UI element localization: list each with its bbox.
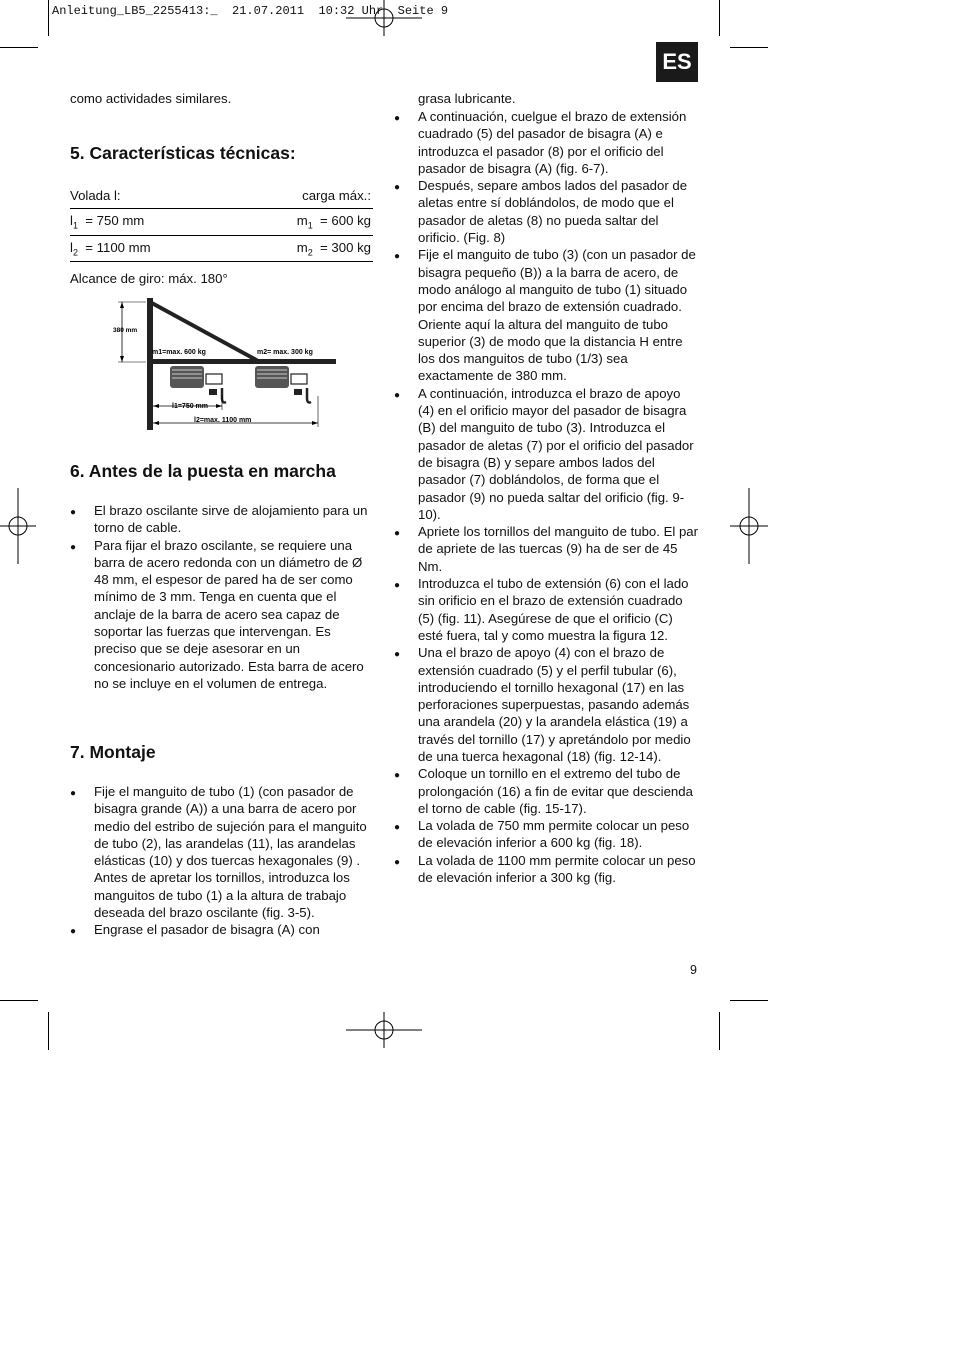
language-badge: ES <box>656 42 698 82</box>
list-item: ● La volada de 1100 mm permite colocar un peso de elevación inferior a 300 kg (fig. <box>418 852 700 887</box>
list-item: ● Introduzca el tubo de extensión (6) con el lado sin orificio en el brazo de extensión cuadrado (5) (fig. 11). Asegúrese de que el orificio (C) esté fuera, tal y como muestra la figura 12. <box>418 575 700 644</box>
spec-row: $l_2 = 1100$ mm $m_2 = 300$ kg <box>70 235 373 262</box>
swing-arm-diagram <box>110 296 342 434</box>
section-6-list <box>70 502 374 692</box>
list-item: ● El brazo oscilante sirve de alojamiento para un torno de cable. <box>70 502 374 537</box>
height-label: 380 mm <box>113 327 138 334</box>
list-item: ● La volada de 750 mm permite colocar un peso de elevación inferior a 600 kg (fig. 18). <box>418 817 700 852</box>
spec-table <box>70 186 373 262</box>
section-5-title: 5. Características técnicas: <box>70 143 296 163</box>
m1-label: m1=max. 600 kg <box>152 349 206 356</box>
section-7-title: 7. Montaje <box>70 742 156 762</box>
list-item: ● A continuación, introduzca el brazo de apoyo (4) en el orificio mayor del pasador de bisagra (B) del manguito de tubo (3). Introduzca el pasador de aletas (7) por el orificio del pasador de bisagra (B) y separe ambos lados del pasador (7) doblándolos, de forma que el pasador (9) no pueda saltar del orificio (fig. 9-10). <box>418 385 700 523</box>
list-item: ● Coloque un tornillo en el extremo del tubo de prolongación (16) a fin de evitar que descienda el torno de cable (fig. 15-17). <box>418 765 700 817</box>
section-6-title: 6. Antes de la puesta en marcha <box>70 461 336 481</box>
spec-col-carga: carga máx.: <box>228 186 373 209</box>
hoist-2 <box>255 366 311 403</box>
hoist-1 <box>170 366 226 403</box>
list-item: ● Una el brazo de apoyo (4) con el brazo de extensión cuadrado (5) y el perfil tubular (6), introduciendo el tornillo hexagonal (17) en las perforaciones superpuestas, pasando además una arandela (20) y la arandela elástica (19) a través del tornillo (17) y apretándolo por medio de una tuerca hexagonal (18) (fig. 12-14). <box>418 644 700 765</box>
print-header: Anleitung_LB5_2255413:_ 21.07.2011 10:32 Uhr Seite 9 <box>52 4 449 18</box>
continuation-text: grasa lubricante. <box>418 91 516 106</box>
list-item: ● Apriete los tornillos del manguito de tubo. El par de apriete de las tuercas (9) ha de ser de 45 Nm. <box>418 523 700 575</box>
m2-label: m2= max. 300 kg <box>257 349 313 356</box>
spec-col-volada: Volada l: <box>70 186 228 209</box>
list-item: ● Después, separe ambos lados del pasador de aletas entre sí doblándolos, de modo que el pasador de aletas (8) no pueda saltar del orificio. (Fig. 8) <box>418 177 700 246</box>
assembly-list <box>418 108 700 886</box>
l1-label: l1=750 mm <box>172 403 208 410</box>
page-number: 9 <box>690 963 697 977</box>
list-item: ● Engrase el pasador de bisagra (A) con <box>70 921 374 938</box>
spec-row: $l_1 = 750$ mm $m_1 = 600$ kg <box>70 209 373 236</box>
list-item: ● Fije el manguito de tubo (1) (con pasador de bisagra grande (A)) a una barra de acero por medio del estribo de sujeción para el manguito de tubo (2), las arandelas (11), las arandelas elásticas (10) y dos tuercas hexagonales (9) . Antes de apretar los tornillos, introduzca los manguitos de tubo (1) a la altura de trabajo deseada del brazo oscilante (fig. 3-5). <box>70 783 374 921</box>
l2-label: l2=max. 1100 mm <box>194 417 252 424</box>
list-item: ● A continuación, cuelgue el brazo de extensión cuadrado (5) del pasador de bisagra (A) e introduzca el pasador (8) por el orificio del pasador de bisagra (A) (fig. 6-7). <box>418 108 700 177</box>
intro-text: como actividades similares. <box>70 91 232 106</box>
section-7-list <box>70 783 374 939</box>
list-item: ● Fije el manguito de tubo (3) (con un pasador de bisagra pequeño (B)) a la barra de acero, de modo análogo al manguito de tubo (1) situado por encima del brazo de extensión cuadrado. Oriente aquí la altura del manguito de tubo superior (3) de modo que la distancia H entre los dos manguitos de tubo (1/3) sea exactamente de 380 mm. <box>418 246 700 384</box>
swing-range-text: Alcance de giro: máx. 180° <box>70 271 228 286</box>
list-item: ● Para fijar el brazo oscilante, se requiere una barra de acero redonda con un diámetro de Ø 48 mm, el espesor de pared ha de ser como mínimo de 3 mm. Tenga en cuenta que el anclaje de la barra de acero sea capaz de soportar las fuerzas que intervengan. Es preciso que se deje asesorar en un concesionario autorizado. Esta barra de acero no se incluye en el volumen de entrega. <box>70 537 374 693</box>
